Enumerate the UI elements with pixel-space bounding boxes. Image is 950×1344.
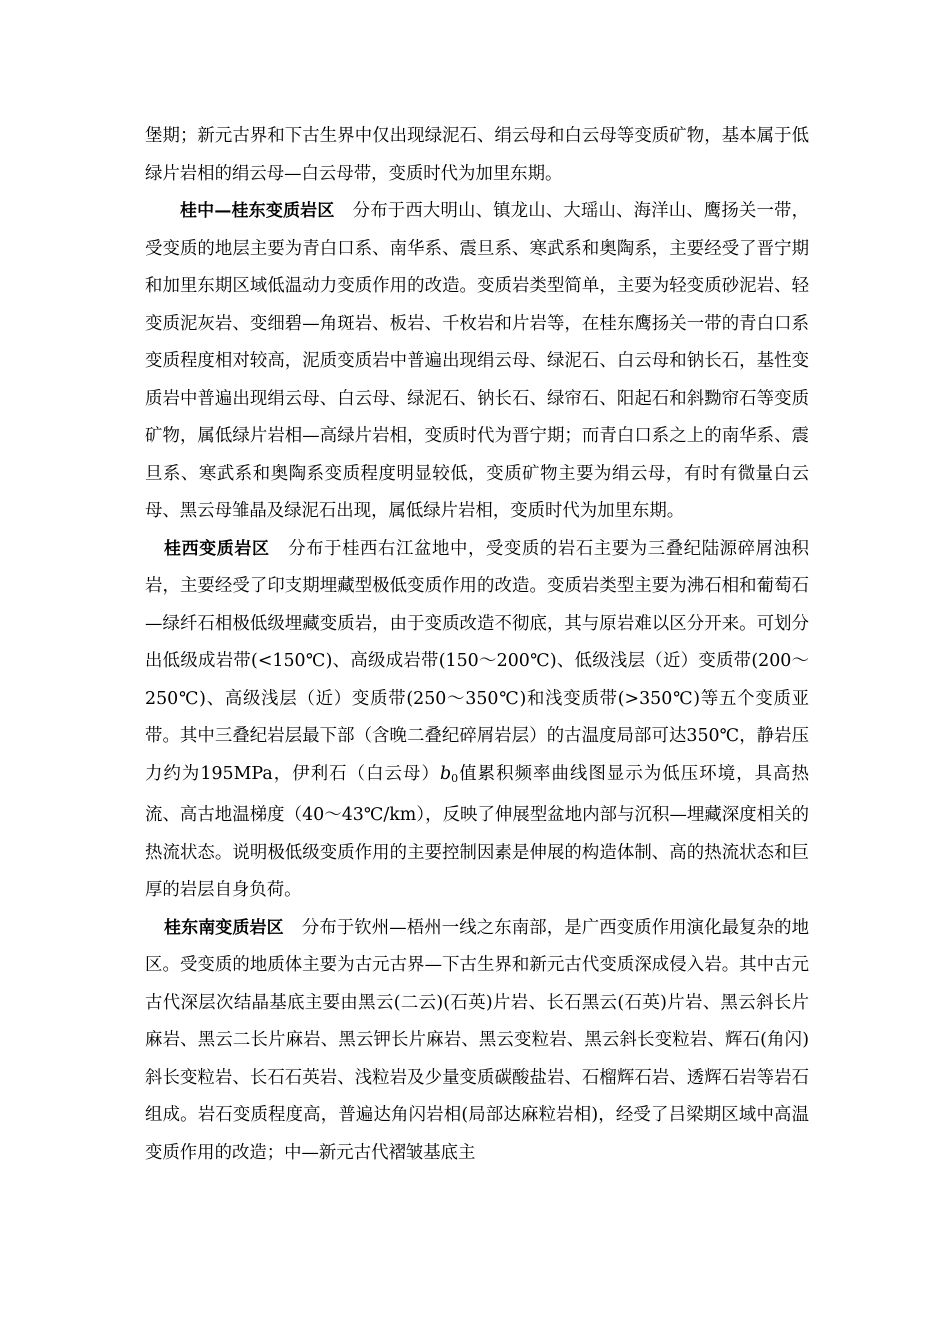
paragraph-4-text: 分布于钦州—梧州一线之东南部，是广西变质作用演化最复杂的地区。受变质的地质体主要为古元古界—下古生界和新元古代变质深成侵入岩。其中古元古代深层次结晶基底主要由黑云(二云)(石英)片岩、长石黑云(石英)片岩、黑云斜长片麻岩、黑云二长片麻岩、黑云钾长片麻岩、黑云变粒岩、黑云斜长变粒岩、辉石(角闪)斜长变粒岩、长石石英岩、浅粒岩及少量变质碳酸盐岩、石榴辉石岩、透辉石岩等岩石组成。岩石变质程度高，普遍达角闪岩相(局部达麻粒岩相)，经受了吕梁期区域中高温变质作用的改造；中—新元古代褶皱基底主 <box>145 917 809 1163</box>
paragraph-3-text-b: 值累积频率曲线图显示为低压环境，具高热流、高古地温梯度（40～43℃/km），反映了伸展型盆地内部与沉积—埋藏深度相关的热流状态。说明极低级变质作用的主要控制因素是伸展的构造体制、高的热流状态和巨厚的岩层自身负荷。 <box>145 763 809 900</box>
paragraph-3-text-a: 分布于桂西右江盆地中，受变质的岩石主要为三叠纪陆源碎屑浊积岩，主要经受了印支期埋藏型极低变质作用的改造。变质岩类型主要为沸石相和葡萄石—绿纤石相极低级埋藏变质岩，由于变质改造不彻底，其与原岩难以区分开来。可划分出低级成岩带(<150℃)、高级成岩带(150～200℃)、低级浅层（近）变质带(200～250℃)、高级浅层（近）变质带(250～350℃)和浅变质带(>350℃)等五个变质亚带。其中三叠纪岩层最下部（含晚二叠纪碎屑岩层）的古温度局部可达350℃，静岩压力约为195MPa，伊利石（白云母） <box>145 538 809 784</box>
section-heading-guixi: 桂西变质岩区 <box>164 538 270 559</box>
paragraph-2 <box>145 193 809 531</box>
paragraph-1-text: 堡期；新元古界和下古生界中仅出现绿泥石、绢云母和白云母等变质矿物，基本属于低绿片岩相的绢云母—白云母带，变质时代为加里东期。 <box>145 126 809 184</box>
b0-subscript: 0 <box>451 771 459 785</box>
section-heading-guidongnan: 桂东南变质岩区 <box>164 917 284 938</box>
paragraph-2-text: 分布于西大明山、镇龙山、大瑶山、海洋山、鹰扬关一带，受变质的地层主要为青白口系、南华系、震旦系、寒武系和奥陶系，主要经受了晋宁期和加里东期区域低温动力变质作用的改造。变质岩类型简单，主要为轻变质砂泥岩、轻变质泥灰岩、变细碧—角斑岩、板岩、千枚岩和片岩等，在桂东鹰扬关一带的青白口系变质程度相对较高，泥质变质岩中普遍出现绢云母、绿泥石、白云母和钠长石，基性变质岩中普遍出现绢云母、白云母、绿泥石、钠长石、绿帘石、阳起石和斜黝帘石等变质矿物，属低绿片岩相—高绿片岩相，变质时代为晋宁期；而青白口系之上的南华系、震旦系、寒武系和奥陶系变质程度明显较低，变质矿物主要为绢云母，有时有微量白云母、黑云母雏晶及绿泥石出现，属低绿片岩相，变质时代为加里东期。 <box>145 201 809 521</box>
paragraph-4 <box>145 910 809 1173</box>
section-heading-guizhong-guidong: 桂中—桂东变质岩区 <box>180 201 335 221</box>
b0-symbol: b <box>439 763 452 784</box>
paragraph-3 <box>145 531 809 910</box>
paragraph-1 <box>145 118 809 193</box>
document-page <box>145 118 809 1172</box>
